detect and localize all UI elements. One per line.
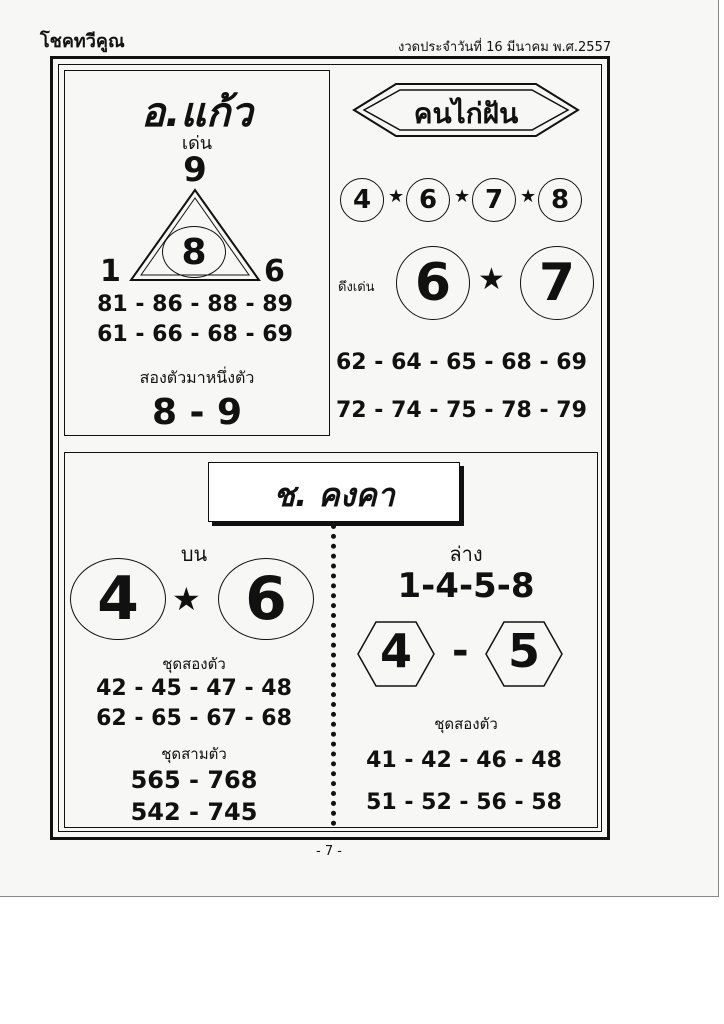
circle-digit-3 (472, 178, 516, 222)
circle-digit-4-text: 8 (550, 185, 570, 215)
circle-digit-2-text: 6 (418, 185, 438, 215)
lower-two-digit-row-1: 41 - 42 - 46 - 48 (366, 748, 562, 773)
upper-digit-1-text: 4 (97, 564, 139, 634)
section-a-title: อ.แก้ว (141, 90, 253, 136)
star-icon: ★ (454, 186, 471, 207)
upper-label: บน (180, 542, 208, 566)
section-b-title: คนไก่ฝัน (413, 97, 519, 130)
triangle-left-digit: 1 (100, 254, 121, 289)
circle-digit-1 (340, 178, 384, 222)
upper-digit-2 (218, 558, 314, 640)
circle-digit-1-text: 4 (352, 185, 372, 215)
lower-digit-1: 4 (379, 624, 412, 678)
section-b-row-2: 72 - 74 - 75 - 78 - 79 (336, 398, 587, 423)
publication-name: โชคทวีคูณ (40, 31, 125, 52)
two-of-one-value: 8 - 9 (151, 392, 243, 433)
pull-label: ดึงเด่น (338, 280, 375, 295)
page-number: - 7 - (316, 844, 342, 859)
lower-two-digit-label: ชุดสองตัว (434, 715, 498, 733)
triangle-right-digit: 6 (264, 254, 285, 289)
section-b-row-1: 62 - 64 - 65 - 68 - 69 (336, 350, 587, 375)
pull-digit-2-text: 7 (538, 253, 576, 313)
lower-sequence: 1-4-5-8 (397, 566, 535, 606)
upper-digit-1 (70, 558, 166, 640)
featured-label: เด่น (181, 133, 213, 154)
circle-digit-3-text: 7 (484, 185, 504, 215)
star-icon: ★ (388, 186, 405, 207)
pull-digit-2 (520, 246, 594, 320)
section-c-title: ช. คงคา (273, 476, 395, 514)
section-a-row-2: 61 - 66 - 68 - 69 (97, 322, 293, 347)
pull-digit-1-text: 6 (414, 253, 452, 313)
three-digit-label: ชุดสามตัว (161, 745, 227, 763)
star-icon: ★ (520, 186, 537, 207)
circle-digit-2 (406, 178, 450, 222)
section-a-row-1: 81 - 86 - 88 - 89 (97, 292, 293, 317)
triangle-top-digit: 9 (183, 150, 207, 190)
star-icon: ★ (172, 580, 201, 618)
upper-digit-2-text: 6 (245, 564, 287, 634)
triangle-center-circle (162, 226, 226, 278)
two-digit-label: ชุดสองตัว (162, 655, 226, 673)
draw-date: งวดประจำวันที่ 16 มีนาคม พ.ศ.2557 (398, 40, 612, 55)
three-digit-row-2: 542 - 745 (130, 798, 258, 826)
lower-digit-2: 5 (507, 624, 540, 678)
lower-two-digit-row-2: 51 - 52 - 56 - 58 (366, 790, 562, 815)
star-icon: ★ (478, 262, 505, 297)
two-digit-row-2: 62 - 65 - 67 - 68 (96, 706, 292, 731)
lower-label: ล่าง (449, 542, 483, 566)
two-digit-row-1: 42 - 45 - 47 - 48 (96, 676, 292, 701)
three-digit-row-1: 565 - 768 (130, 766, 258, 794)
pull-digit-1 (396, 246, 470, 320)
lower-dash: - (452, 628, 469, 674)
circle-digit-4 (538, 178, 582, 222)
two-of-one-label: สองตัวมาหนึ่งตัว (139, 368, 255, 387)
triangle-center-digit: 8 (181, 231, 207, 273)
